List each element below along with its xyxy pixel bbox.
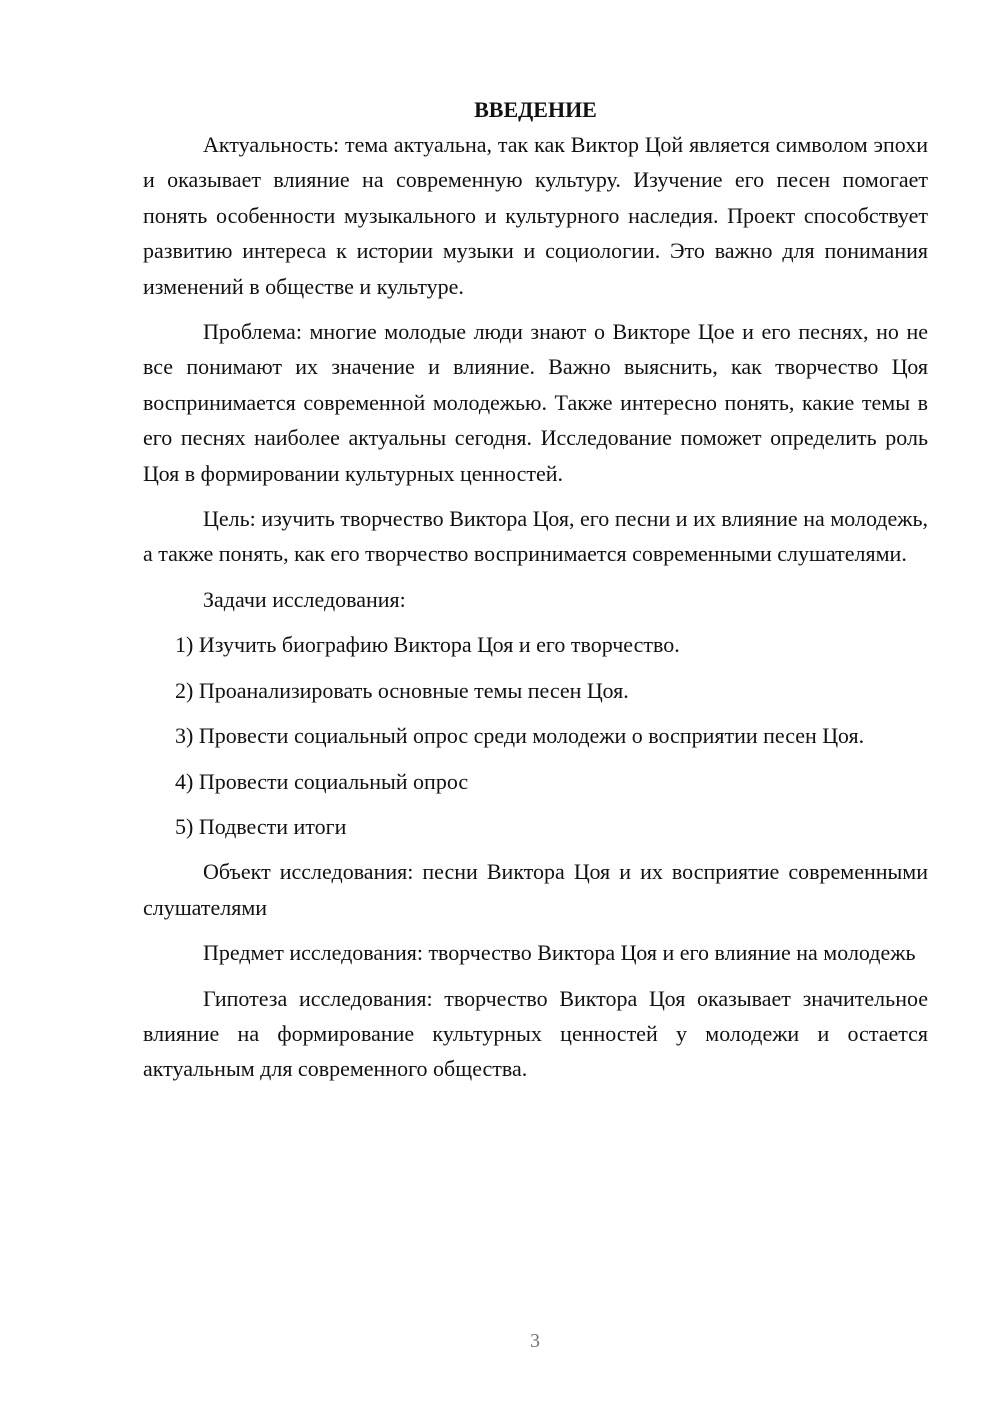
page-title: ВВЕДЕНИЕ — [474, 97, 597, 122]
task-item-3: 3) Провести социальный опрос среди молодежи о восприятии песен Цоя. — [175, 723, 865, 749]
paragraph-subject: Предмет исследования: творчество Виктора Цоя и его влияние на молодежь — [203, 940, 916, 966]
paragraph-tasks-heading: Задачи исследования: — [203, 586, 406, 612]
paragraph-problem: Проблема: многие молодые люди знают о Викторе Цое и его песнях, но не все понимают их значение и влияние. Важно выяснить, как творчество Цоя воспринимается современной молодежью. Также интересно понять, какие темы в его песнях наиболее актуальны сегодня. Исследование поможет определить роль Цоя в формировании культурных ценностей. — [143, 319, 928, 486]
paragraph-object: Объект исследования: песни Виктора Цоя и их восприятие современными слушателями — [143, 859, 928, 920]
task-item-4: 4) Провести социальный опрос — [175, 768, 469, 794]
task-item-1: 1) Изучить биографию Виктора Цоя и его творчество. — [175, 632, 680, 658]
paragraph-hypothesis: Гипотеза исследования: творчество Виктора Цоя оказывает значительное влияние на формирование культурных ценностей у молодежи и остается актуальным для современного общества. — [143, 985, 928, 1082]
paragraph-goal: Цель: изучить творчество Виктора Цоя, его песни и их влияние на молодежь, а также понять, как его творчество воспринимается современными слушателями. — [143, 506, 928, 567]
task-item-5: 5) Подвести итоги — [175, 813, 347, 839]
paragraph-relevance: Актуальность: тема актуальна, так как Виктор Цой является символом эпохи и оказывает влияние на современную культуру. Изучение его песен помогает понять особенности музыкального и культурного наследия. Проект способствует развитию интереса к истории музыки и социологии. Это важно для понимания изменений в обществе и культуре. — [143, 132, 928, 299]
document-page — [143, 92, 928, 1097]
page-number: 3 — [530, 1330, 540, 1352]
task-item-2: 2) Проанализировать основные темы песен Цоя. — [175, 677, 629, 703]
